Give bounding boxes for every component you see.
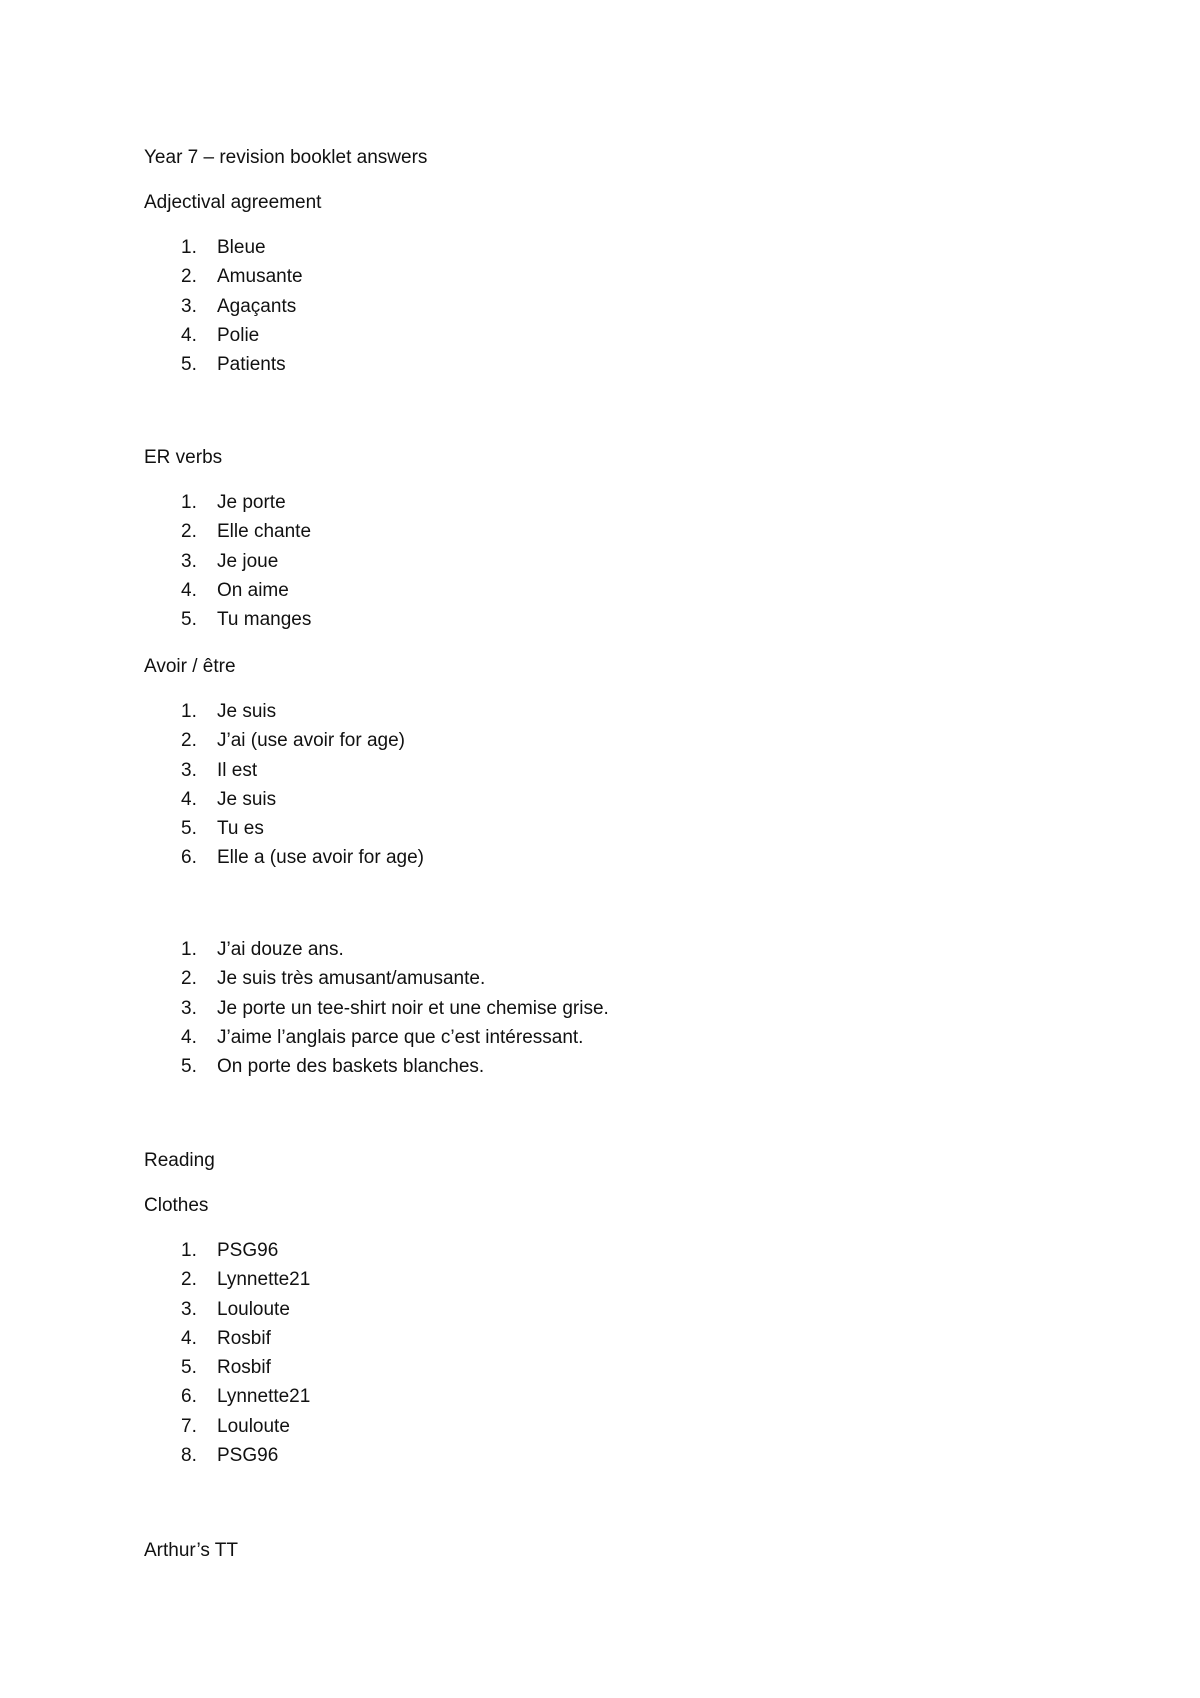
section-heading-adjectival-agreement: Adjectival agreement <box>144 192 322 213</box>
list-text: On aime <box>217 579 289 601</box>
list-text: PSG96 <box>217 1240 279 1261</box>
list-text: Je joue <box>217 550 279 572</box>
list-text: Je porte <box>217 492 286 513</box>
list-text: Je suis <box>217 788 277 810</box>
section-heading-reading: Reading <box>144 1150 215 1171</box>
list-text: On porte des baskets blanches. <box>217 1056 485 1078</box>
document-title: Year 7 – revision booklet answers <box>144 147 428 168</box>
list-text: Rosbif <box>217 1357 271 1379</box>
section-heading-clothes: Clothes <box>144 1195 209 1216</box>
list-text: Lynnette21 <box>217 1386 311 1408</box>
list-text: J’ai (use avoir for age) <box>217 730 405 752</box>
list-text: Rosbif <box>217 1327 271 1349</box>
list-text: J’aime l’anglais parce que c’est intéressant. <box>217 1026 584 1048</box>
section-heading-er-verbs: ER verbs <box>144 447 223 468</box>
list-text: Amusante <box>217 266 303 288</box>
list-text: J’ai douze ans. <box>217 939 344 960</box>
list-text: Elle a (use avoir for age) <box>217 847 424 869</box>
list-text: Tu manges <box>217 609 312 631</box>
list-text: Agaçants <box>217 295 297 317</box>
list-text: Elle chante <box>217 521 312 543</box>
list-text: Louloute <box>217 1298 290 1320</box>
list-text: Bleue <box>217 237 266 258</box>
section-heading-avoir-etre: Avoir / être <box>144 656 236 677</box>
list-text: Patients <box>217 354 286 376</box>
list-text: Lynnette21 <box>217 1269 311 1291</box>
list-text: Je suis très amusant/amusante. <box>217 968 486 990</box>
list-text: Louloute <box>217 1415 290 1437</box>
list-text: Polie <box>217 324 260 346</box>
list-text: Tu es <box>217 818 264 840</box>
list-text: Je porte un tee-shirt noir et une chemise grise. <box>217 997 609 1019</box>
section-heading-arthurs-tt: Arthur’s TT <box>144 1540 238 1561</box>
list-text: Je suis <box>217 701 277 722</box>
document-page: Year 7 – revision booklet answers Adjectival agreement 1. Bleue 2. Amusante 3. Agaçants 4. Polie 5. Patients ER verbs 1. Je porte 2. Elle chante 3. Je joue 4. On aime 5. Tu manges Avoir / être 1. Je suis 2. J’ai (use avoir for age) 3. Il est 4. Je suis 5. Tu es 6. Elle a (use avoir for age) 1. J’ai douze ans. 2. Je suis très amusant/amusante. 3. Je porte un tee-shirt noir et une chemise grise. 4. J’aime l’anglais parce que c’est intéressant. 5. On porte des baskets blanches. Reading Clothes 1. PSG96 2. Lynnette21 3. Louloute 4. Rosbif 5. Rosbif 6. Lynnette21 7. Louloute 8. PSG96 Arthur’s TT <box>0 0 1200 1698</box>
list-text: Il est <box>217 759 258 781</box>
list-text: PSG96 <box>217 1445 279 1467</box>
